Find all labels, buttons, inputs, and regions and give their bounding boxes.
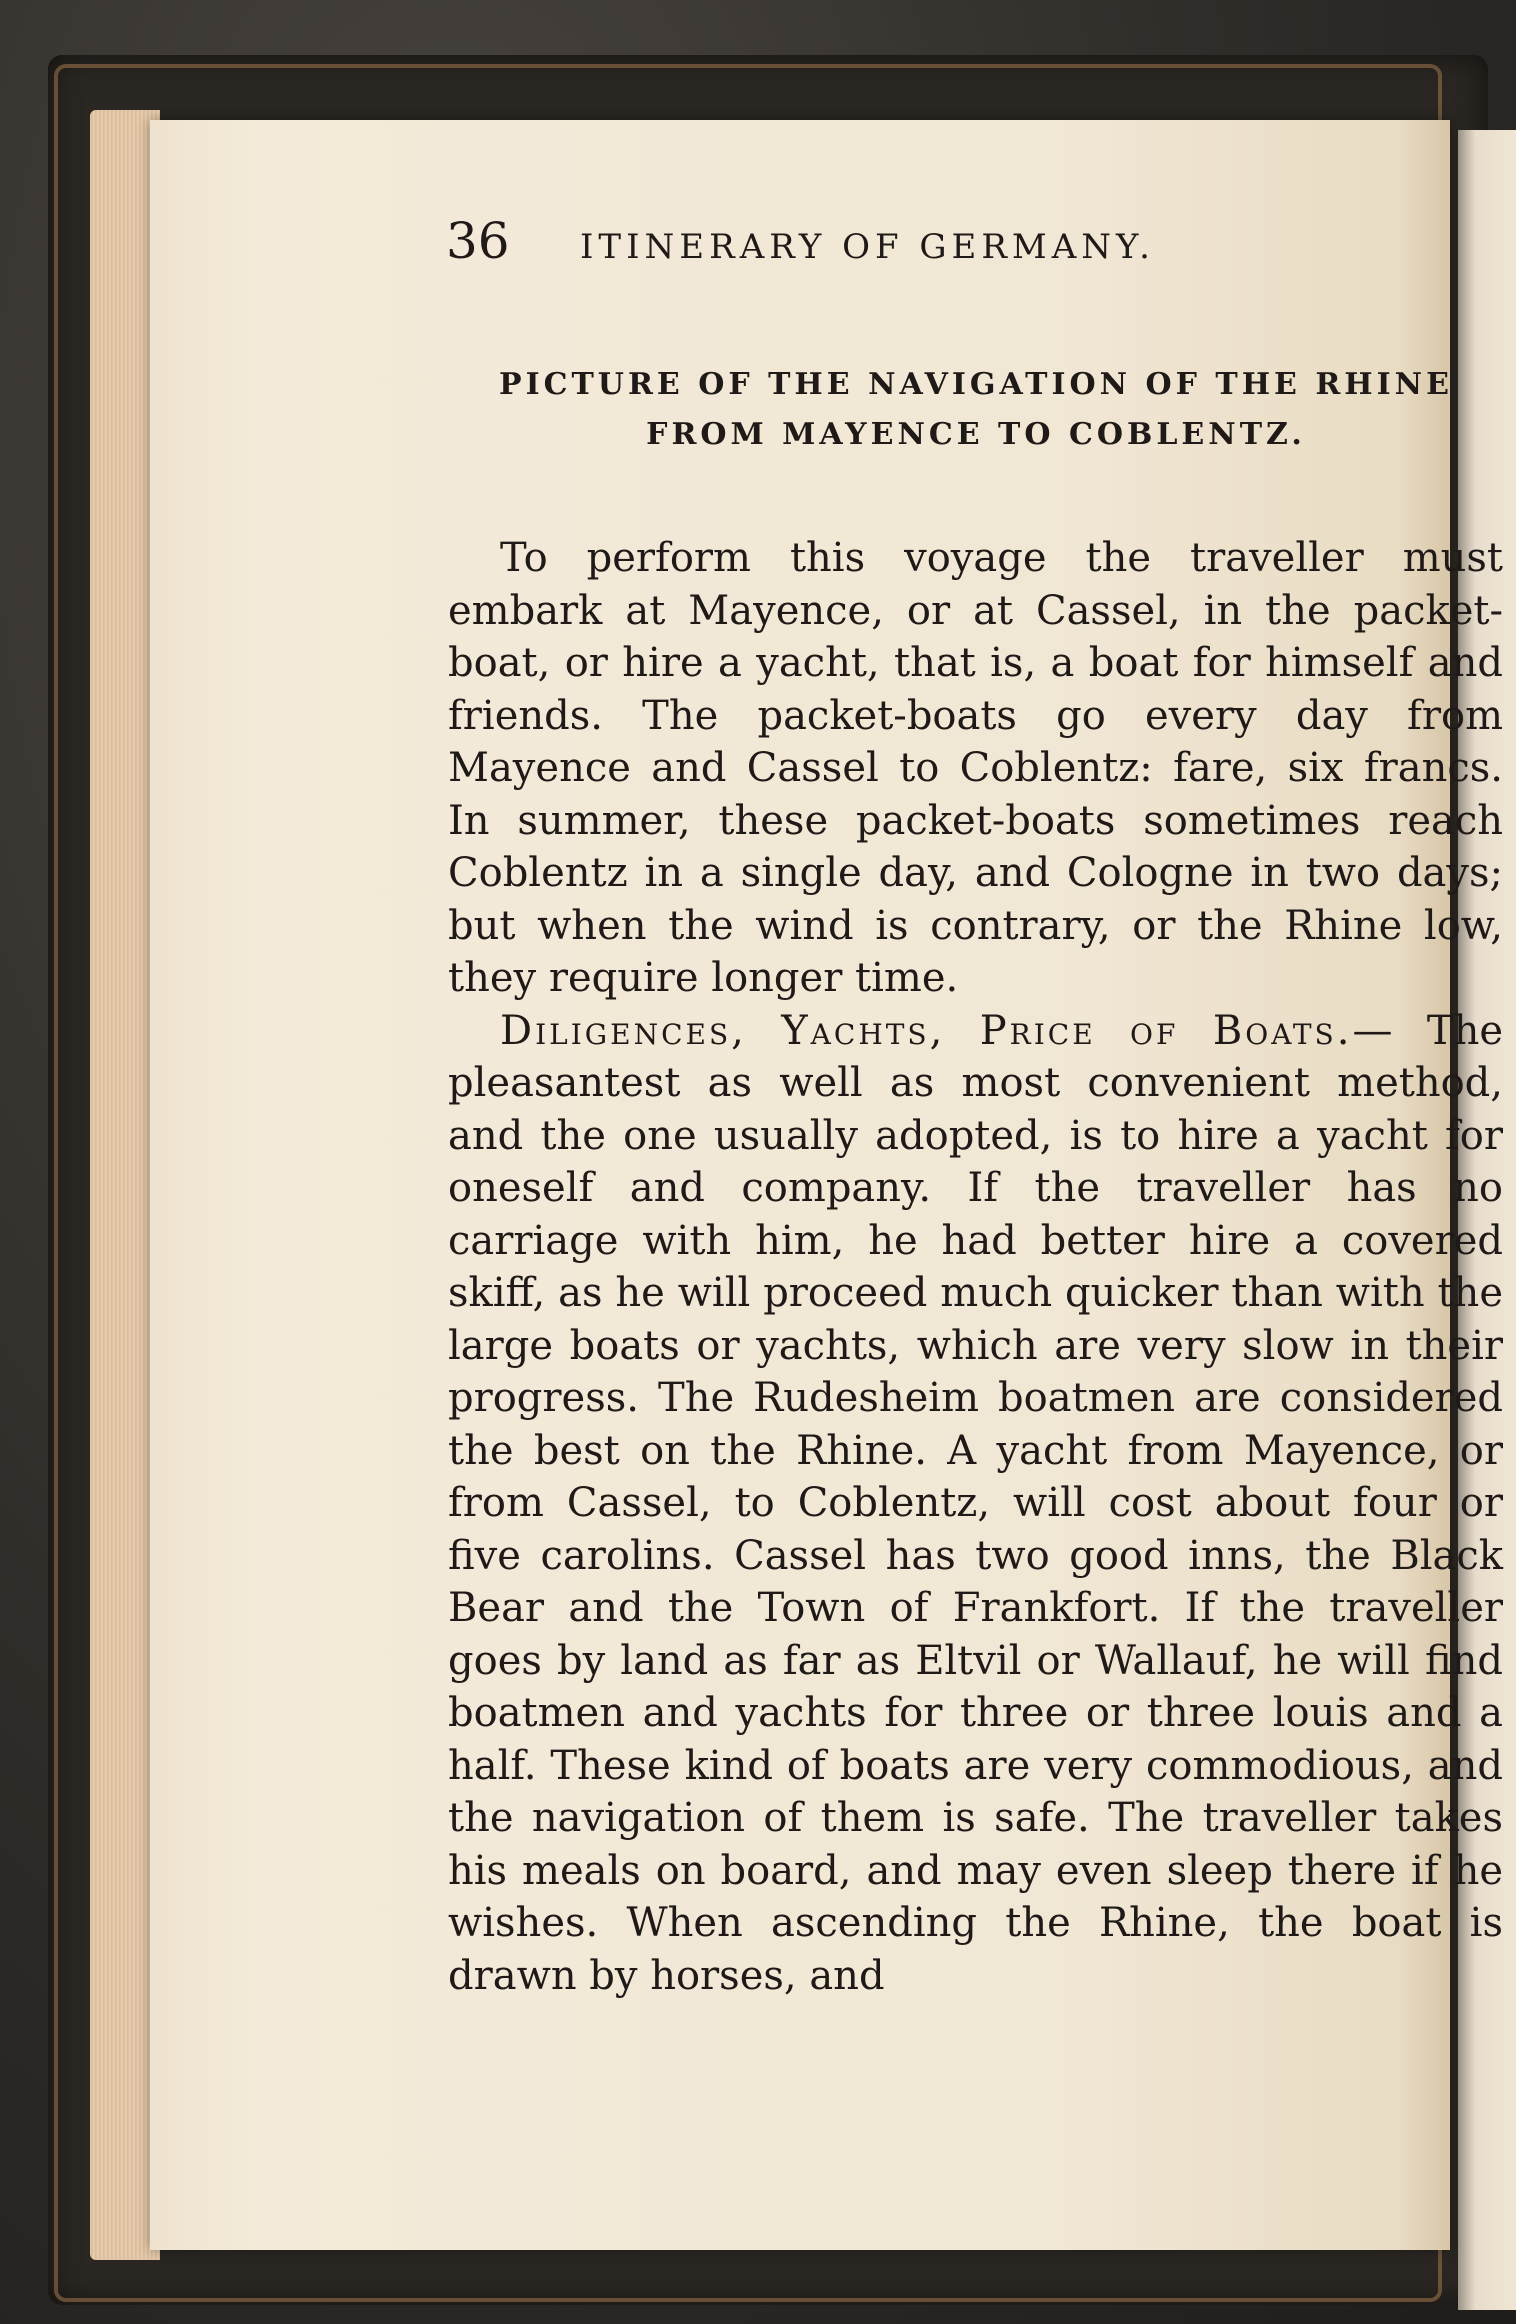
section-title-line-1: PICTURE OF THE NAVIGATION OF THE RHINE [499, 367, 1453, 402]
paragraph-2 [448, 1005, 1503, 2003]
paragraph-2-heading: Diligences, Yachts, Price of Boats.— [500, 1007, 1396, 1054]
page-text [298, 212, 1508, 2002]
page-number: 36 [446, 212, 510, 270]
paragraph-2-text: The pleasantest as well as most convenient method, and the one usually adopted, is to hire a yacht for oneself and company. If the traveller has no carriage with him, he had better hire a covered skiff, as he will proceed much quicker than with the large boats or yachts, which are very slow in their progress. The Rudesheim boatmen are considered the best on the Rhine. A yacht from Mayence, or from Cassel, to Coblentz, will cost about four or five carolins. Cassel has two good inns, the Black Bear and the Town of Frankfort. If the traveller goes by land as far as Eltvil or Wallauf, he will find boatmen and yachts for three or three louis and a half. These kind of boats are very commodious, and the navigation of them is safe. The traveller takes his meals on board, and may even sleep there if he wishes. When ascending the Rhine, the boat is drawn by horses, and [448, 1007, 1504, 1999]
page-header [298, 212, 1508, 282]
paragraph-1: To perform this voyage the traveller must embark at Mayence, or at Cassel, in the packet-boat, or hire a yacht, that is, a boat for himself and friends. The packet-boats go every day from Mayence and Cassel to Coblentz: fare, six francs. In summer, these packet-boats sometimes reach Coblentz in a single day, and Cologne in two days; but when the wind is contrary, or the Rhine low, they require longer time. [448, 535, 1503, 1001]
section-title-line-2: FROM MAYENCE TO COBLENTZ. [646, 417, 1306, 452]
section-title [446, 360, 1506, 460]
body-text [448, 532, 1503, 2002]
book-page [150, 120, 1504, 2250]
running-head: ITINERARY OF GERMANY. [580, 227, 1155, 267]
